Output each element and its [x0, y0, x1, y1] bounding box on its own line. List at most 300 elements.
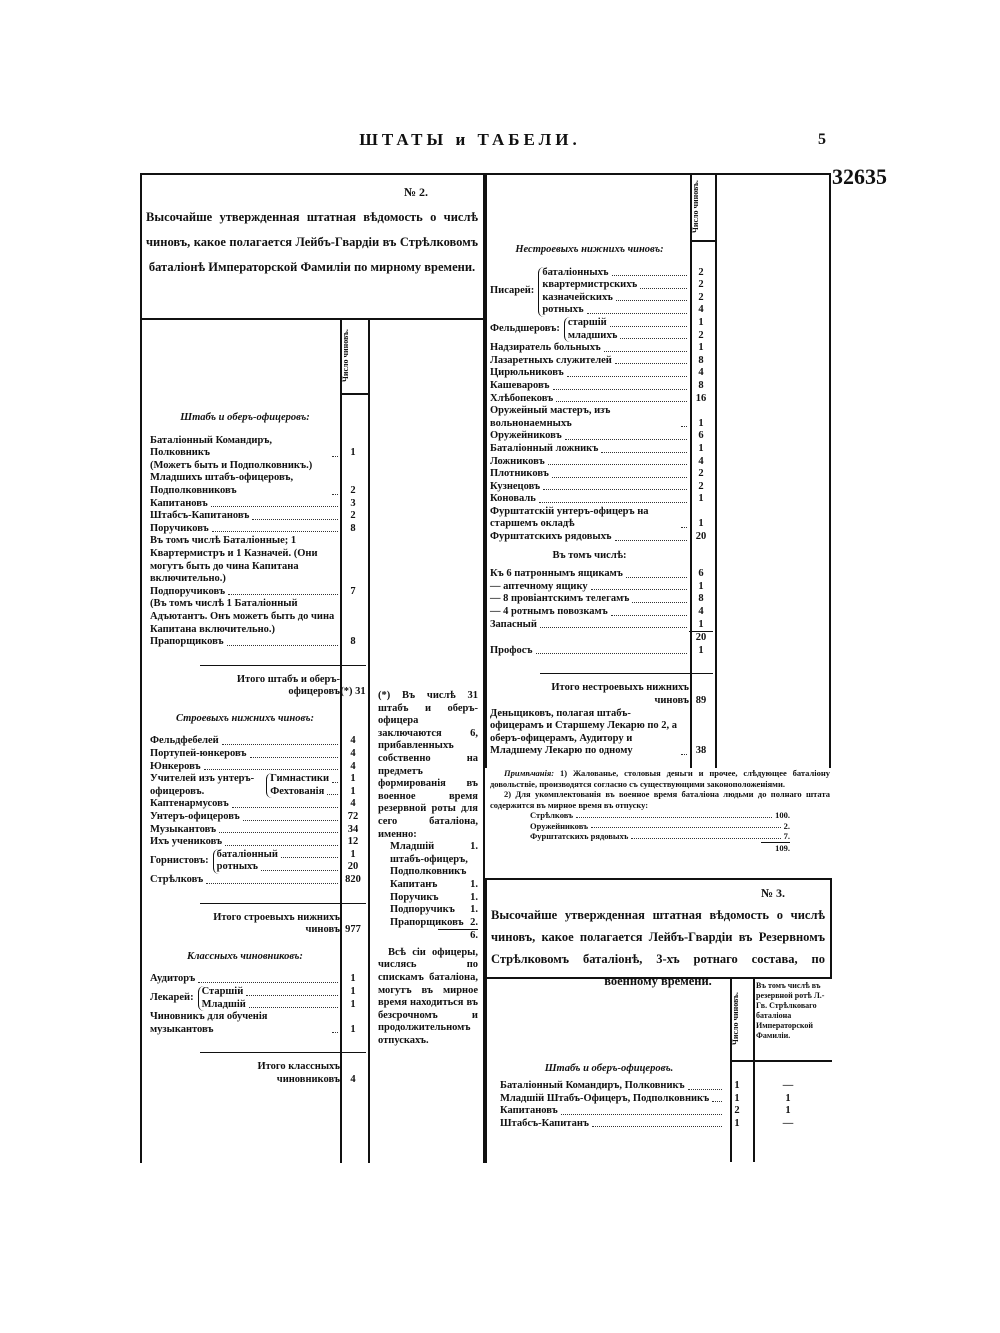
row-label: Аудиторъ: [150, 973, 196, 985]
table-row: [150, 1011, 366, 1036]
row-label-cell: [490, 380, 689, 393]
row-label-cell: [490, 443, 689, 456]
row-value: 4: [698, 304, 704, 316]
dot-leader: [553, 389, 687, 390]
dot-leader: [615, 363, 687, 364]
section-heading: Штабъ и оберъ-офицеровъ:: [180, 412, 310, 423]
doc3-title: Высочайше утвержденная штатная вѣдомость о числѣ чиновъ, какое полагается Лейбъ-Гвардіи въ Резервномъ Стрѣлковомъ баталіонѣ, 3-хъ ротнаго состава, по военному времени.: [491, 908, 825, 988]
row-label: — аптечному ящику: [490, 580, 588, 592]
row-value: 1: [698, 417, 704, 429]
table-row: [202, 999, 366, 1012]
note-item: [490, 821, 790, 832]
row-value: 1: [698, 493, 704, 505]
table-note: [150, 535, 366, 585]
section-heading: Нестроевыхъ нижнихъ чиновъ:: [515, 244, 664, 255]
total-value: 4: [350, 1073, 356, 1085]
row-label-cell: [150, 874, 340, 887]
row-label-cell: [542, 304, 689, 317]
table-row: [490, 1080, 830, 1093]
subtotal-row: [490, 631, 713, 645]
dot-leader: [688, 1089, 722, 1090]
dot-leader: [601, 452, 687, 453]
table-row: [217, 849, 366, 862]
row-label-cell: [270, 773, 340, 786]
table-row: [217, 861, 366, 874]
row-label: Унтеръ-офицеровъ: [150, 811, 240, 823]
row-label-cell: [490, 619, 689, 632]
footnote-item-value: 1.: [470, 904, 478, 916]
row-label: Подпоручиковъ: [150, 585, 226, 597]
row-value: 4: [350, 760, 356, 772]
dot-leader: [246, 995, 338, 996]
dot-leader: [250, 757, 338, 758]
note-item-label: Стрѣлковъ: [530, 810, 574, 820]
doc3-section-heading: Штабъ и оберъ-офицеровъ.: [544, 1063, 674, 1074]
row-label: Оружейный мастеръ, изъ вольнонаемныхъ: [490, 405, 611, 429]
row-value: 1: [350, 985, 356, 997]
row-label: — 8 провіантскимъ телегамъ: [490, 593, 630, 605]
table-row: [542, 292, 713, 305]
row-label: Капитановъ: [150, 497, 208, 509]
row-value: 72: [347, 811, 359, 823]
row-label: Каптенармусовъ: [150, 798, 229, 810]
row-value: 1: [698, 518, 704, 530]
row-label: Юнкеровъ: [150, 760, 201, 772]
row-label: Штабсъ-Капитанъ: [500, 1117, 589, 1129]
dot-leader: [332, 782, 338, 783]
row-label-cell: [490, 367, 689, 380]
col-header-count: Число чиновъ.: [341, 329, 350, 383]
row-value: 2: [698, 266, 704, 278]
grouped-rows: [150, 773, 366, 798]
table-row: [490, 581, 713, 594]
row-value: 7: [350, 585, 356, 597]
row-label-cell: [490, 493, 689, 506]
grouped-rows: [490, 317, 713, 342]
dot-leader: [612, 275, 688, 276]
row-label: Поручиковъ: [150, 522, 209, 534]
group-label: Лекарей:: [150, 992, 194, 1004]
row-label: Плотниковъ: [490, 468, 549, 480]
total-label: [200, 912, 340, 937]
row-label: ротныхъ: [542, 304, 584, 316]
row-label: Кашеваровъ: [490, 379, 550, 391]
row-value: 20: [695, 531, 707, 543]
row-value: 8: [698, 379, 704, 391]
row-label-cell: [150, 761, 340, 774]
row-label-cell: [150, 498, 340, 511]
row-label-cell: [150, 811, 340, 824]
total-label-text: Итого штабъ и оберъ-офицеровъ: [236, 673, 340, 698]
row-label-cell: [490, 393, 689, 406]
note-item-value: 7.: [783, 831, 790, 841]
row-value: 2: [350, 484, 356, 496]
table-row: [490, 1105, 830, 1118]
doc3-col-header-count: Число чиновъ.: [731, 992, 740, 1046]
note-1: 1) Жалованье, столовыя деньги и прочее, слѣдующее баталіону довольствіе, производятся согласно съ существующими законоположеніями.: [490, 768, 831, 789]
row-value: 1: [734, 1117, 740, 1129]
row-label: Прапорщиковъ: [150, 636, 224, 648]
dot-leader: [261, 870, 338, 871]
table-row: [490, 531, 713, 544]
rule: [485, 878, 832, 880]
rule: [730, 1060, 832, 1062]
row-label-cell: [202, 986, 340, 999]
row-value: 2: [698, 291, 704, 303]
dot-leader: [556, 401, 687, 402]
row-label: баталіонныхъ: [542, 266, 609, 278]
row-label: младшихъ: [567, 329, 618, 341]
rule: [485, 173, 487, 768]
doc2-number: № 2.: [403, 185, 428, 199]
total-label: [200, 1061, 340, 1086]
row-label-cell: [150, 973, 340, 986]
group-label: Писарей:: [490, 285, 535, 297]
total-value: (*) 31: [340, 686, 366, 698]
dot-leader: [332, 456, 338, 457]
row-value: 1: [350, 998, 356, 1010]
page-number: 5: [818, 131, 826, 148]
row-value: 4: [350, 735, 356, 747]
table-row: [150, 748, 366, 761]
table-row: [150, 824, 366, 837]
footnote-intro: (*) Въ числѣ 31 штабъ и оберъ-офицера заключаются 6, прибавленныхъ собственно на предметъ формированія въ военное время резервной роты для сего баталіона, именно:: [378, 690, 478, 840]
row-label-cell: [542, 267, 689, 280]
row-label-cell: [490, 342, 689, 355]
row-value: 1: [734, 1080, 740, 1091]
table-row: [490, 493, 713, 506]
row-label: — 4 ротнымъ повозкамъ: [490, 606, 608, 618]
row-value: 2: [734, 1105, 740, 1117]
row-label: Цирюльниковъ: [490, 367, 564, 379]
table-row: [490, 380, 713, 393]
row-label-cell: [490, 581, 689, 594]
table-note: [150, 460, 366, 473]
table-row: [150, 836, 366, 849]
rule: [485, 878, 487, 1163]
row-label-cell: [490, 708, 689, 758]
row-label-cell: [217, 849, 340, 862]
row-label-cell: [490, 430, 689, 443]
note-total: 109.: [761, 842, 790, 854]
table-row: [270, 786, 366, 799]
row-label: квартермистрскихъ: [542, 279, 638, 291]
row-label-cell: [150, 523, 340, 536]
row-label-cell: [490, 506, 689, 531]
row-label-cell: [490, 645, 689, 658]
row-value: 4: [698, 606, 704, 618]
group-items: [198, 986, 366, 1011]
table-row: [490, 393, 713, 406]
rule: [340, 393, 368, 395]
table-row: [490, 456, 713, 469]
row-label: Младшій Штабъ-Офицеръ, Подполковникъ: [500, 1092, 710, 1104]
table-row: [542, 304, 713, 317]
dot-leader: [548, 464, 687, 465]
footnote-item-value: 1.: [470, 841, 478, 853]
dot-leader: [281, 857, 338, 858]
dot-leader: [227, 645, 338, 646]
row-reserve-value: —: [782, 1117, 794, 1129]
dot-leader: [252, 519, 338, 520]
table-row: [150, 735, 366, 748]
row-value: 4: [350, 798, 356, 810]
row-label-cell: [542, 292, 689, 305]
note-item-label: Оружейниковъ: [530, 820, 589, 831]
row-value: 1: [350, 973, 356, 985]
row-reserve-value: 1: [785, 1105, 791, 1117]
row-label: Коноваль: [490, 493, 536, 505]
section-heading: Строевыхъ нижнихъ чиновъ:: [175, 712, 315, 724]
row-value: 4: [698, 455, 704, 467]
row-label-cell: [150, 748, 340, 761]
note-text: Въ томъ числѣ Баталіонные; 1 Квартермистръ и 1 Казначей. (Они могутъ быть до чина Капитана включительно.): [150, 535, 318, 585]
note-item-label: Фурштатскихъ рядовыхъ: [530, 831, 629, 841]
dot-leader: [225, 845, 338, 846]
row-label: Лазаретныхъ служителей: [490, 354, 612, 366]
row-label-cell: [490, 456, 689, 469]
footnote-item: [378, 917, 478, 930]
row-label-cell: [490, 1118, 724, 1131]
row-value: 3: [350, 497, 356, 509]
doc2-title: Высочайше утвержденная штатная вѣдомость о числѣ чиновъ, какое полагается Лейбъ-Гвардіи въ Стрѣлковомъ баталіонѣ Императорской Фамиліи по мирному времени.: [146, 210, 478, 274]
footnote-item: [378, 879, 478, 892]
row-label: Кузнецовъ: [490, 480, 541, 492]
notes-label: Примѣчанія:: [504, 768, 555, 778]
footnote-item: [378, 892, 478, 905]
table-note: [150, 598, 366, 636]
row-value: 4: [698, 367, 704, 379]
row-value: 1: [350, 773, 356, 785]
table-row: [202, 986, 366, 999]
row-label: Баталіонный ложникъ: [490, 442, 599, 454]
rule: [368, 318, 370, 1163]
row-label-cell: [568, 317, 689, 330]
section-heading: Классныхъ чиновниковъ:: [187, 950, 303, 962]
row-label: Фельдфебелей: [150, 735, 219, 747]
row-label: старшій: [567, 316, 607, 328]
dot-leader: [204, 769, 338, 770]
note-item-value: 2.: [783, 820, 790, 831]
doc2-notes: [490, 768, 830, 853]
doc3-title-block: [491, 882, 825, 992]
dot-leader: [211, 506, 338, 507]
table-row: [490, 506, 713, 531]
footnote-item-value: 1.: [470, 878, 478, 890]
table-row: [490, 430, 713, 443]
row-value: 2: [698, 279, 704, 291]
subsection-heading: Въ томъ числѣ:: [552, 549, 627, 561]
dot-leader: [543, 489, 687, 490]
dot-leader: [567, 376, 687, 377]
row-label: баталіонный: [216, 848, 278, 860]
dot-leader: [228, 594, 338, 595]
table-row: [150, 472, 366, 497]
table-row: [490, 443, 713, 456]
row-value: 8: [698, 593, 704, 605]
row-value: 1: [350, 1023, 356, 1035]
row-label: Баталіонный Командиръ, Полковникъ: [150, 434, 273, 459]
group-items: [538, 267, 713, 317]
dot-leader: [591, 821, 781, 829]
note-item: [490, 810, 790, 821]
dot-leader: [591, 589, 687, 590]
total-row: [200, 665, 366, 699]
doc3-col-header-reserve: Въ томъ числѣ въ резервной ротѣ Л.-Гв. Стрѣлковаго баталіона Императорской Фамиліи.: [756, 981, 825, 1040]
footnote-item-value: 2.: [470, 916, 478, 928]
doc2-footnote: [378, 690, 478, 1048]
row-label-cell: [490, 468, 689, 481]
row-label: Къ 6 патроннымъ ящикамъ: [490, 568, 623, 580]
total-row: [200, 1052, 366, 1086]
table-row: [490, 619, 713, 632]
table-row: [542, 267, 713, 280]
row-value: 1: [698, 618, 704, 630]
row-label-cell: [150, 510, 340, 523]
note-item-value: 100.: [775, 810, 790, 820]
total-row: [540, 673, 713, 707]
footnote-item-label: Младшій штабъ-офицеръ, Подполковникъ: [390, 841, 468, 878]
table-row: [490, 405, 713, 430]
dot-leader: [212, 531, 338, 532]
row-label: Запасный: [490, 618, 537, 630]
dot-leader: [576, 810, 772, 818]
row-label: казначейскихъ: [542, 291, 613, 303]
total-label-text: Итого нестроевыхъ нижнихъ чиновъ: [551, 682, 689, 706]
row-label-cell: [490, 568, 689, 581]
dot-leader: [219, 832, 338, 833]
row-label-cell: [270, 786, 340, 799]
dot-leader: [620, 338, 687, 339]
dot-leader: [243, 820, 338, 821]
table-row: [150, 798, 366, 811]
dot-leader: [681, 527, 687, 528]
table-row: [490, 481, 713, 494]
table-row: [568, 317, 713, 330]
table-row: [490, 468, 713, 481]
dot-leader: [611, 615, 687, 616]
row-value: 34: [347, 823, 359, 835]
table-row: [150, 435, 366, 460]
table-row: [490, 367, 713, 380]
row-label-cell: [490, 405, 689, 430]
row-value: 2: [698, 329, 704, 341]
footnote-item-label: Поручикъ: [390, 891, 439, 903]
row-label-cell: [150, 472, 340, 497]
row-label: Ложниковъ: [490, 455, 545, 467]
row-label-cell: [490, 355, 689, 368]
running-header: ШТАТЫ и ТАБЕЛИ.: [359, 130, 581, 149]
note-text: (Въ томъ числѣ 1 Баталіонный Адъютантъ. Онъ можетъ быть до чина Капитана включительно.): [150, 598, 335, 635]
row-value: 1: [350, 848, 356, 860]
footnote-outro: Всѣ сіи офицеры, числясь по спискамъ баталіона, могутъ въ мирное время находиться въ безсрочномъ и продолжительномъ отпускахъ.: [378, 946, 478, 1047]
row-value: 1: [734, 1092, 740, 1104]
row-label-cell: [490, 1093, 724, 1106]
row-label-cell: [568, 330, 689, 343]
row-value: 12: [347, 836, 359, 848]
row-label: Хлѣбопековъ: [490, 392, 554, 404]
row-label-cell: [490, 593, 689, 606]
rule: [829, 173, 831, 768]
rule: [140, 318, 485, 320]
table-row: [490, 708, 713, 758]
row-label: Фехтованія: [270, 785, 325, 797]
row-label: Чиновникъ для обученія музыкантовъ: [150, 1011, 268, 1035]
row-reserve-value: —: [782, 1080, 794, 1091]
table-row: [490, 342, 713, 355]
row-value: 820: [345, 874, 361, 885]
table-row: [150, 973, 366, 986]
dot-leader: [610, 326, 687, 327]
table-row: [490, 606, 713, 619]
row-label-cell: [150, 824, 340, 837]
row-value: 6: [698, 430, 704, 442]
row-value: 8: [698, 354, 704, 366]
row-label: ротныхъ: [216, 861, 258, 873]
dot-leader: [249, 1007, 338, 1008]
total-value: 977: [345, 924, 361, 936]
row-label: Оружейниковъ: [490, 430, 562, 442]
doc2-right-table: [490, 230, 713, 758]
row-label-cell: [150, 836, 340, 849]
row-label: Надзиратель больныхъ: [490, 342, 601, 354]
row-value: 20: [347, 861, 359, 873]
row-label: Капитановъ: [500, 1105, 558, 1117]
group-label: Горнистовъ:: [150, 855, 209, 867]
row-value: 4: [350, 748, 356, 760]
group-items: [266, 773, 366, 798]
row-label: Штабсъ-Капитановъ: [150, 510, 250, 522]
total-label-text: Итого строевыхъ нижнихъ чиновъ: [213, 911, 340, 936]
dot-leader: [198, 982, 338, 983]
row-label: Младшій: [201, 998, 246, 1010]
table-row: [150, 874, 366, 887]
row-label-cell: [542, 279, 689, 292]
row-value: 16: [695, 392, 707, 404]
table-row: [490, 568, 713, 581]
group-label: Учителей изъ унтеръ-офицеровъ.: [150, 773, 255, 797]
dot-leader: [681, 754, 687, 755]
dot-leader: [640, 288, 687, 289]
row-label-cell: [150, 735, 340, 748]
total-label-text: Итого классныхъ чиновниковъ: [257, 1061, 340, 1085]
row-label: Профосъ: [490, 644, 533, 656]
group-items: [213, 849, 366, 874]
table-row: [150, 811, 366, 824]
dot-leader: [626, 577, 687, 578]
dot-leader: [536, 653, 687, 654]
table-row: [490, 1118, 830, 1131]
footnote-item-label: Подпоручикъ: [390, 904, 455, 916]
dot-leader: [631, 831, 780, 839]
total-value: 89: [695, 695, 707, 706]
group-label: Фельдшеровъ:: [490, 323, 560, 335]
dot-leader: [565, 439, 687, 440]
dot-leader: [712, 1101, 722, 1102]
row-label: Старшій: [201, 985, 244, 997]
footnote-total: 6.: [438, 929, 478, 943]
dot-leader: [222, 744, 338, 745]
table-row: [150, 510, 366, 523]
row-value: 8: [350, 522, 356, 534]
row-label-cell: [202, 999, 340, 1012]
inventory-stamp: 32635: [832, 164, 887, 189]
rule: [140, 173, 142, 1163]
grouped-rows: [150, 986, 366, 1011]
footnote-item: [378, 841, 478, 879]
rule: [485, 173, 830, 175]
grouped-rows: [490, 267, 713, 317]
